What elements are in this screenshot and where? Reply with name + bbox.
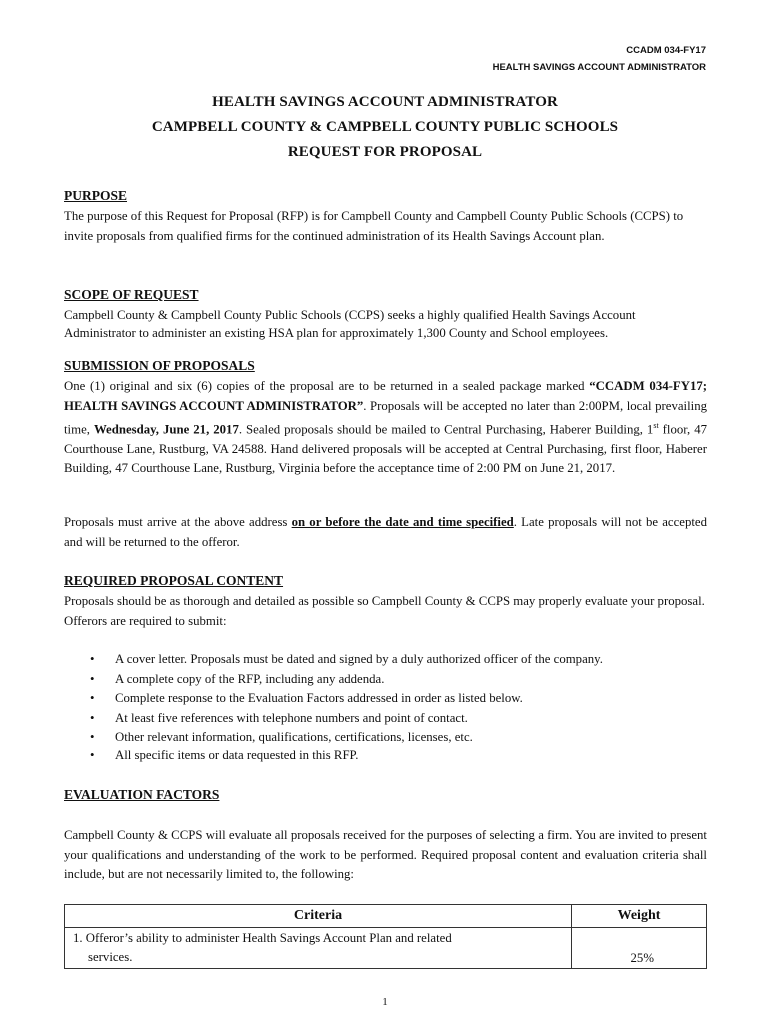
weight-cell: 25%: [572, 928, 707, 969]
table-header-row: [65, 905, 707, 928]
criteria-cell: 1. Offeror’s ability to administer Health Savings Account Plan and related services.: [65, 928, 572, 969]
scope-text: Campbell County & Campbell County Public Schools (CCPS) seeks a highly qualified Health Savings Account Administrator to administer an existing HSA plan for approximately 1,300 County and School employees.: [64, 308, 636, 340]
submission-heading: SUBMISSION OF PROPOSALS: [64, 358, 255, 373]
list-item: • A complete copy of the RFP, including any addenda.: [90, 670, 603, 690]
page-title: HEALTH SAVINGS ACCOUNT ADMINISTRATOR: [212, 94, 558, 110]
scope-heading: SCOPE OF REQUEST: [64, 287, 199, 302]
document-header-title: HEALTH SAVINGS ACCOUNT ADMINISTRATOR: [492, 62, 706, 73]
table-row: [65, 928, 707, 969]
page-number: 1: [382, 996, 388, 1008]
package-marking: “CCADM 034-FY17; HEALTH SAVINGS ACCOUNT ADMINISTRATOR”: [64, 379, 708, 413]
evaluation-text: Campbell County & CCPS will evaluate all proposals received for the purposes of selecting a firm. You are invited to present your qualifications and understanding of the work to be performed. Required proposal content and evaluation criteria shall include, but are not necessarily limited to, the following:: [64, 828, 707, 881]
list-item: • All specific items or data requested in this RFP.: [90, 746, 603, 766]
submission-paragraph: One (1) original and six (6) copies of the proposal are to be returned in a sealed package marked “CCADM 034-FY17; HEALTH SAVINGS ACCOUNT ADMINISTRATOR”. Proposals will be accepted no later than 2:00PM, local prevailing time, Wednesday, June 21, 2017. Sealed proposals should be mailed to Central Purchasing, Haberer Building, 1st floor, 47 Courthouse Lane, Rustburg, VA 24588. Hand delivered proposals will be accepted at Central Purchasing, first floor, Haberer Building, 47 Courthouse Lane, Rustburg, Virginia before the acceptance time of 2:00 PM on June 21, 2017.: [64, 379, 708, 476]
weight-column-header: Weight: [572, 905, 707, 928]
required-content-heading: REQUIRED PROPOSAL CONTENT: [64, 573, 284, 588]
required-content-text: Proposals should be as thorough and detailed as possible so Campbell County & CCPS may properly evaluate your proposal. Offerors are required to submit:: [64, 594, 705, 628]
page-subtitle: CAMPBELL COUNTY & CAMPBELL COUNTY PUBLIC SCHOOLS: [151, 119, 619, 135]
list-item: • At least five references with telephone numbers and point of contact.: [90, 709, 603, 729]
criteria-column-header: Criteria: [65, 905, 572, 928]
list-item: • A cover letter. Proposals must be dated and signed by a duly authorized officer of the company.: [90, 650, 603, 670]
page-subtitle-rfp: REQUEST FOR PROPOSAL: [287, 144, 483, 160]
evaluation-heading: EVALUATION FACTORS: [64, 787, 220, 802]
criteria-table: [64, 904, 707, 969]
required-items-list: [90, 650, 603, 765]
list-item: • Complete response to the Evaluation Factors addressed in order as listed below.: [90, 689, 603, 709]
purpose-heading: PURPOSE: [64, 188, 128, 203]
document-header-code: CCADM 034-FY17: [626, 45, 706, 56]
list-item: • Other relevant information, qualifications, certifications, licenses, etc.: [90, 728, 603, 748]
purpose-text: The purpose of this Request for Proposal (RFP) is for Campbell County and Campbell County Public Schools (CCPS) to invite proposals from qualified firms for the continued administration of its Health Savings Account plan.: [64, 209, 684, 243]
late-proposal-paragraph: Proposals must arrive at the above address on or before the date and time specified. Late proposals will not be accepted and will be returned to the offeror.: [64, 515, 707, 549]
deadline-date: Wednesday, June 21, 2017: [93, 422, 239, 437]
deadline-emphasis: on or before the date and time specified: [291, 515, 514, 529]
